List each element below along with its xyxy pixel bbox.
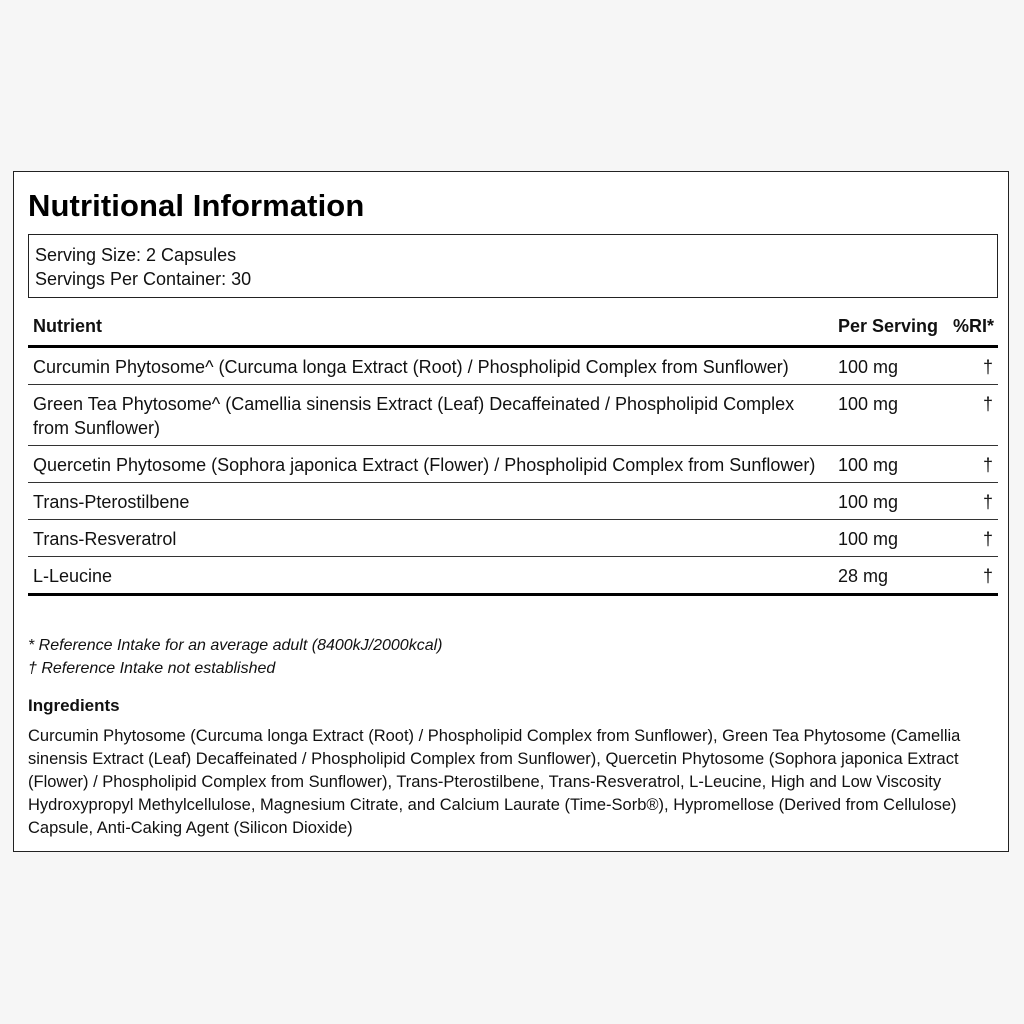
nutrient-ri: † xyxy=(982,357,993,377)
nutrient-ri: † xyxy=(982,566,993,586)
nutrient-ri: † xyxy=(982,455,993,475)
table-row xyxy=(28,520,998,557)
nutrient-name: L-Leucine xyxy=(33,566,113,586)
serving-size: Serving Size: 2 Capsules xyxy=(35,245,237,265)
nutrient-amount: 100 mg xyxy=(838,455,899,475)
header-nutrient: Nutrient xyxy=(33,316,102,336)
nutrient-ri: † xyxy=(982,529,993,549)
nutrient-amount: 100 mg xyxy=(838,394,899,414)
nutrient-amount: 100 mg xyxy=(838,357,899,377)
table-row xyxy=(28,557,998,596)
header-ri: %RI* xyxy=(952,316,994,336)
nutrient-name: Trans-Resveratrol xyxy=(33,529,177,549)
table-header xyxy=(28,307,998,348)
nutrient-ri: † xyxy=(982,492,993,512)
nutrient-name: Curcumin Phytosome^ (Curcuma longa Extract (Root) / Phospholipid Complex from Sunflower) xyxy=(33,357,789,377)
table-row xyxy=(28,348,998,385)
table-row xyxy=(28,385,998,446)
nutrient-ri: † xyxy=(982,394,993,414)
table-row xyxy=(28,446,998,483)
nutrient-name: Green Tea Phytosome^ (Camellia sinensis Extract (Leaf) Decaffeinated / Phospholipid Complex from Sunflower) xyxy=(33,394,795,438)
nutrient-name: Quercetin Phytosome (Sophora japonica Extract (Flower) / Phospholipid Complex from Sunflower) xyxy=(33,455,816,475)
footnote-not-established: † Reference Intake not established xyxy=(28,660,276,677)
nutrient-name: Trans-Pterostilbene xyxy=(33,492,190,512)
footnotes xyxy=(28,634,442,680)
nutrient-table xyxy=(28,307,998,596)
nutrition-panel xyxy=(13,171,1009,852)
ingredients-text: Curcumin Phytosome (Curcuma longa Extract (Root) / Phospholipid Complex from Sunflower), Green Tea Phytosome (Camellia sinensis Extract (Leaf) Decaffeinated / Phospholipid Complex from Sunflower), Quercetin Phytosome (Sophora japonica Extract (Flower) / Phospholipid Complex from Sunflower), Trans-Pterostilbene, Trans-Resveratrol, L-Leucine, High and Low Viscosity Hydroxypropyl Methylcellulose, Magnesium Citrate, and Calcium Laurate (Time-Sorb®), Hypromellose (Derived from Cellulose) Capsule, Anti-Caking Agent (Silicon Dioxide) xyxy=(28,727,961,837)
serving-info-box xyxy=(28,234,998,298)
nutrient-amount: 28 mg xyxy=(838,566,889,586)
nutrient-amount: 100 mg xyxy=(838,529,899,549)
table-row xyxy=(28,483,998,520)
ingredients-heading: Ingredients xyxy=(28,696,120,715)
nutrient-amount: 100 mg xyxy=(838,492,899,512)
servings-per-container: Servings Per Container: 30 xyxy=(35,269,252,289)
panel-title: Nutritional Information xyxy=(28,188,365,223)
header-per-serving: Per Serving xyxy=(838,316,939,336)
footnote-reference-intake: * Reference Intake for an average adult (8400kJ/2000kcal) xyxy=(28,637,443,654)
